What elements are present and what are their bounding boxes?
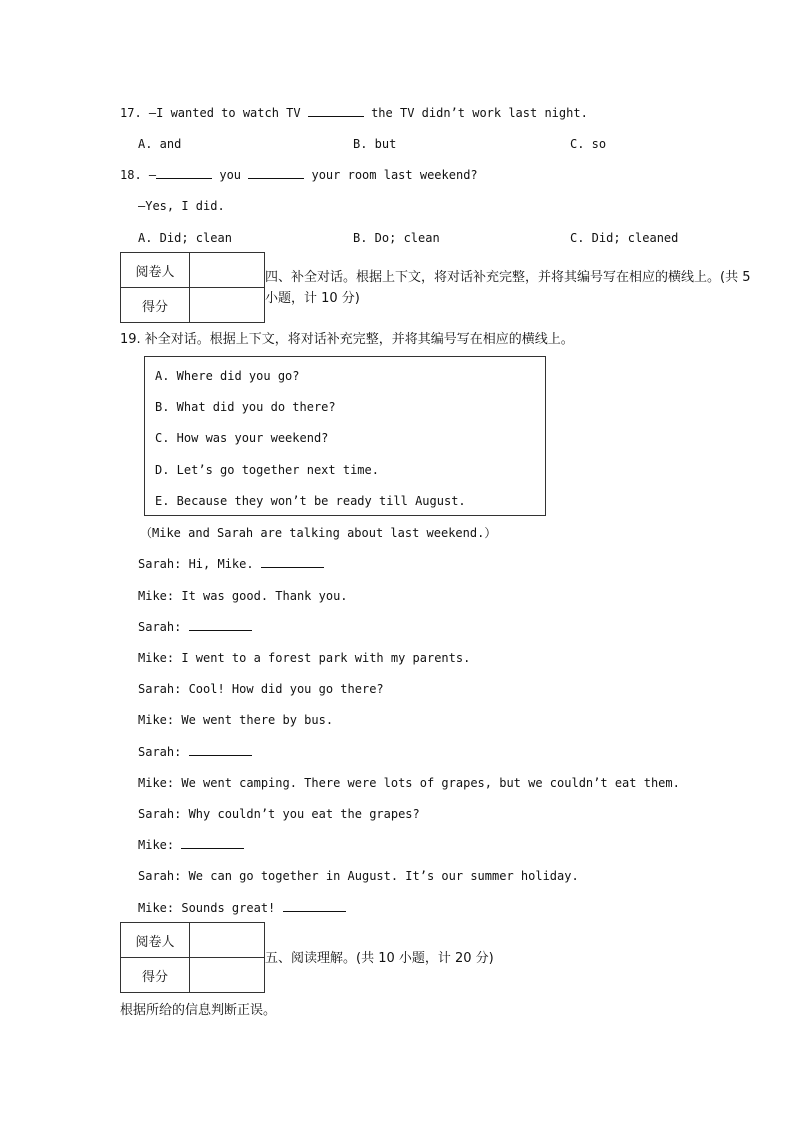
score-cell[interactable]	[190, 288, 265, 323]
dialogue-line: Sarah: Cool! How did you go there?	[138, 682, 384, 696]
dialogue-blank[interactable]	[189, 619, 252, 631]
reviewer-label: 阅卷人	[121, 253, 190, 288]
score-cell[interactable]	[190, 958, 265, 993]
q19-option-b: B. What did you do there?	[155, 400, 336, 414]
reviewer-cell[interactable]	[190, 253, 265, 288]
dialogue-line: Mike: We went camping. There were lots of grapes, but we couldn’t eat them.	[138, 776, 680, 790]
q19-instruction: 19. 补全对话。根据上下文，将对话补充完整，并将其编号写在相应的横线上。	[120, 332, 574, 347]
dialogue-line: Mike: I went to a forest park with my parents.	[138, 651, 471, 665]
q19-option-e: E. Because they won’t be ready till August.	[155, 494, 466, 508]
q18-option-c: C. Did; cleaned	[570, 231, 679, 245]
section4-heading-line2: 小题，计 10 分)	[265, 291, 360, 306]
q17-blank[interactable]	[308, 105, 364, 117]
score-label: 得分	[121, 958, 190, 993]
dialogue-blank[interactable]	[181, 837, 244, 849]
q17-stem: 17. —I wanted to watch TV the TV didn’t work last night.	[120, 106, 588, 120]
q19-options-box	[144, 356, 546, 516]
dialogue-line: Mike: It was good. Thank you.	[138, 589, 348, 603]
dialogue-line: Sarah: We can go together in August. It’s our summer holiday.	[138, 869, 579, 883]
score-table-section4	[120, 252, 265, 323]
q18-blank-1[interactable]	[156, 167, 212, 179]
q18-reply: —Yes, I did.	[138, 199, 225, 213]
reviewer-label: 阅卷人	[121, 923, 190, 958]
q18-blank-2[interactable]	[248, 167, 304, 179]
q19-option-a: A. Where did you go?	[155, 369, 300, 383]
dialogue-blank[interactable]	[189, 744, 252, 756]
q17-option-a: A. and	[138, 137, 182, 151]
dialogue-line: Mike: We went there by bus.	[138, 713, 334, 727]
dialogue-blank[interactable]	[283, 900, 346, 912]
dialogue-line: Mike:	[138, 837, 244, 853]
q19-option-d: D. Let’s go together next time.	[155, 463, 379, 477]
dialogue-context: （Mike and Sarah are talking about last weekend.）	[140, 526, 497, 540]
dialogue-line: Sarah:	[138, 619, 252, 635]
dialogue-line: Sarah: Hi, Mike.	[138, 556, 324, 572]
reviewer-cell[interactable]	[190, 923, 265, 958]
dialogue-line: Sarah: Why couldn’t you eat the grapes?	[138, 807, 420, 821]
dialogue-line: Sarah:	[138, 744, 252, 760]
section5-heading: 五、阅读理解。(共 10 小题，计 20 分)	[265, 951, 494, 966]
q18-stem: 18. — you your room last weekend?	[120, 168, 478, 182]
score-label: 得分	[121, 288, 190, 323]
section5-instruction: 根据所给的信息判断正误。	[120, 1003, 277, 1018]
q18-option-b: B. Do; clean	[353, 231, 440, 245]
q19-option-c: C. How was your weekend?	[155, 431, 329, 445]
q17-option-c: C. so	[570, 137, 607, 151]
q18-option-a: A. Did; clean	[138, 231, 232, 245]
section4-heading-line1: 四、补全对话。根据上下文，将对话补充完整，并将其编号写在相应的横线上。(共 5	[265, 270, 751, 285]
q17-option-b: B. but	[353, 137, 397, 151]
score-table-section5	[120, 922, 265, 993]
dialogue-line: Mike: Sounds great!	[138, 900, 346, 916]
dialogue-blank[interactable]	[261, 556, 324, 568]
